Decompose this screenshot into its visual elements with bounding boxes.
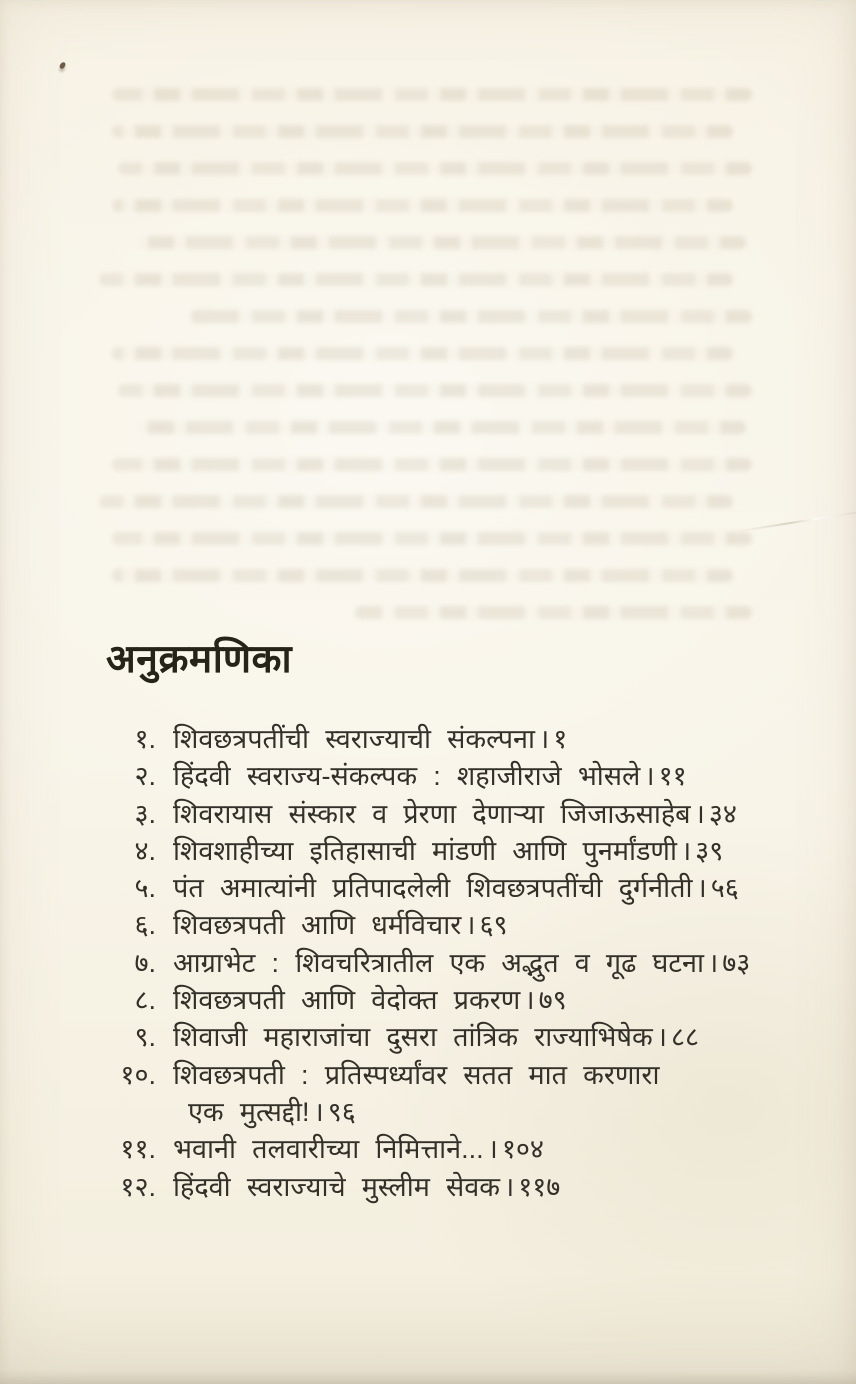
entry-text (156, 1131, 544, 1168)
entry-text (156, 1057, 659, 1094)
toc-entry (106, 982, 806, 1019)
toc-entry (106, 758, 806, 795)
entry-title: शिवछत्रपती आणि वेदोक्त प्रकरण (173, 985, 521, 1016)
danda-separator: । (656, 1022, 667, 1053)
toc-entry (106, 1169, 806, 1206)
danda-separator: । (313, 1096, 324, 1127)
bleedthrough-line (118, 384, 752, 397)
entry-text (156, 796, 737, 833)
entry-title: पंत अमात्यांनी प्रतिपादलेली शिवछत्रपतींची दुर्गनीती (173, 873, 693, 904)
bleedthrough-line (112, 532, 752, 545)
toc-entry (106, 870, 806, 907)
toc-entry (106, 721, 806, 758)
entry-number: ८. (134, 985, 156, 1016)
entry-text (156, 721, 567, 758)
toc-entry-continuation (106, 1094, 806, 1131)
entry-title: भवानी तलवारीच्या निमित्ताने... (173, 1134, 484, 1165)
bleedthrough-line (112, 199, 733, 212)
entry-page-number: ११ (658, 761, 687, 792)
entry-number: ५. (134, 873, 156, 904)
bleedthrough-line (112, 88, 752, 101)
bleedthrough-line (112, 569, 733, 582)
bleedthrough-line (112, 125, 733, 138)
entry-page-number: ९६ (327, 1096, 356, 1127)
danda-separator: । (487, 1134, 498, 1165)
entry-number: ३. (134, 798, 156, 829)
danda-separator: । (465, 910, 476, 941)
toc-entry (106, 1057, 806, 1094)
danda-separator: । (694, 798, 705, 829)
toc-entry (106, 1019, 806, 1056)
entry-text (156, 1094, 356, 1131)
danda-separator: । (524, 985, 535, 1016)
entry-title: हिंदवी स्वराज्य-संकल्पक : शहाजीराजे भोसले (173, 761, 641, 792)
entry-text (156, 870, 739, 907)
bleedthrough-line (99, 495, 733, 508)
entry-text (156, 833, 723, 870)
entry-page-number: ७३ (722, 947, 751, 978)
entry-text (156, 945, 750, 982)
entry-number: १०. (120, 1059, 156, 1090)
toc-entry (106, 796, 806, 833)
toc-entry (106, 833, 806, 870)
entry-title: शिवरायास संस्कार व प्रेरणा देणाऱ्या जिजाऊसाहेब (173, 798, 691, 829)
table-of-contents (106, 640, 806, 1206)
entry-number: १. (134, 724, 156, 754)
bleedthrough-line (99, 273, 733, 286)
danda-separator: । (696, 873, 707, 904)
entry-page-number: १ (553, 724, 568, 754)
entry-page-number: ७९ (538, 985, 567, 1016)
entry-number: ६. (134, 910, 156, 941)
danda-separator: । (644, 761, 655, 792)
entry-text (156, 907, 508, 944)
entry-page-number: ३४ (708, 798, 737, 829)
entry-page-number: १०४ (501, 1134, 544, 1165)
entry-number: ९. (134, 1022, 156, 1053)
entry-text (156, 758, 687, 795)
entry-title: शिवछत्रपती : प्रतिस्पर्ध्यांवर सतत मात करणारा (173, 1059, 660, 1090)
danda-separator: । (707, 947, 719, 978)
entry-page-number: ६९ (479, 910, 508, 941)
entry-title: शिवछत्रपतींची स्वराज्याची संकल्पना (173, 724, 536, 754)
entry-title: शिवछत्रपती आणि धर्मविचार (173, 910, 462, 941)
danda-separator: । (680, 835, 692, 866)
entry-page-number: ५६ (710, 873, 739, 904)
entry-number: ७. (134, 947, 156, 978)
bleedthrough-line (118, 162, 752, 175)
danda-separator: । (539, 724, 550, 754)
entry-title: आग्राभेट : शिवचरित्रातील एक अद्भुत व गूढ घटना (173, 947, 704, 978)
entry-title: शिवाजी महाराजांचा दुसरा तांत्रिक राज्याभिषेक (173, 1022, 653, 1053)
danda-separator: । (503, 1171, 515, 1202)
entry-page-number: ८८ (670, 1022, 700, 1053)
entry-text (156, 1169, 560, 1206)
entry-text (156, 1019, 699, 1056)
bleedthrough-line (138, 236, 746, 249)
entry-title: शिवशाहीच्या इतिहासाची मांडणी आणि पुनर्मांडणी (173, 835, 677, 866)
entry-title: एक मुत्सद्दी! (188, 1096, 310, 1127)
reverse-side-text-bleedthrough (112, 88, 752, 643)
entry-number: ४. (134, 835, 156, 866)
entry-page-number: ११७ (518, 1171, 561, 1202)
entry-number: २. (134, 761, 156, 792)
entry-number: १२. (120, 1171, 156, 1202)
bleedthrough-line (112, 347, 733, 360)
toc-list (106, 721, 806, 1206)
bleedthrough-line (112, 458, 752, 471)
entry-title: हिंदवी स्वराज्याचे मुस्लीम सेवक (173, 1171, 500, 1202)
entry-page-number: ३९ (695, 835, 724, 866)
bleedthrough-line (138, 421, 746, 434)
bleedthrough-line (355, 606, 752, 619)
bleedthrough-line (189, 310, 752, 323)
toc-entry (106, 1131, 806, 1168)
page-title: अनुक्रमणिका (106, 638, 293, 681)
entry-text (156, 982, 567, 1019)
entry-number: ११. (120, 1134, 156, 1165)
toc-entry (106, 945, 806, 982)
toc-entry (106, 907, 806, 944)
